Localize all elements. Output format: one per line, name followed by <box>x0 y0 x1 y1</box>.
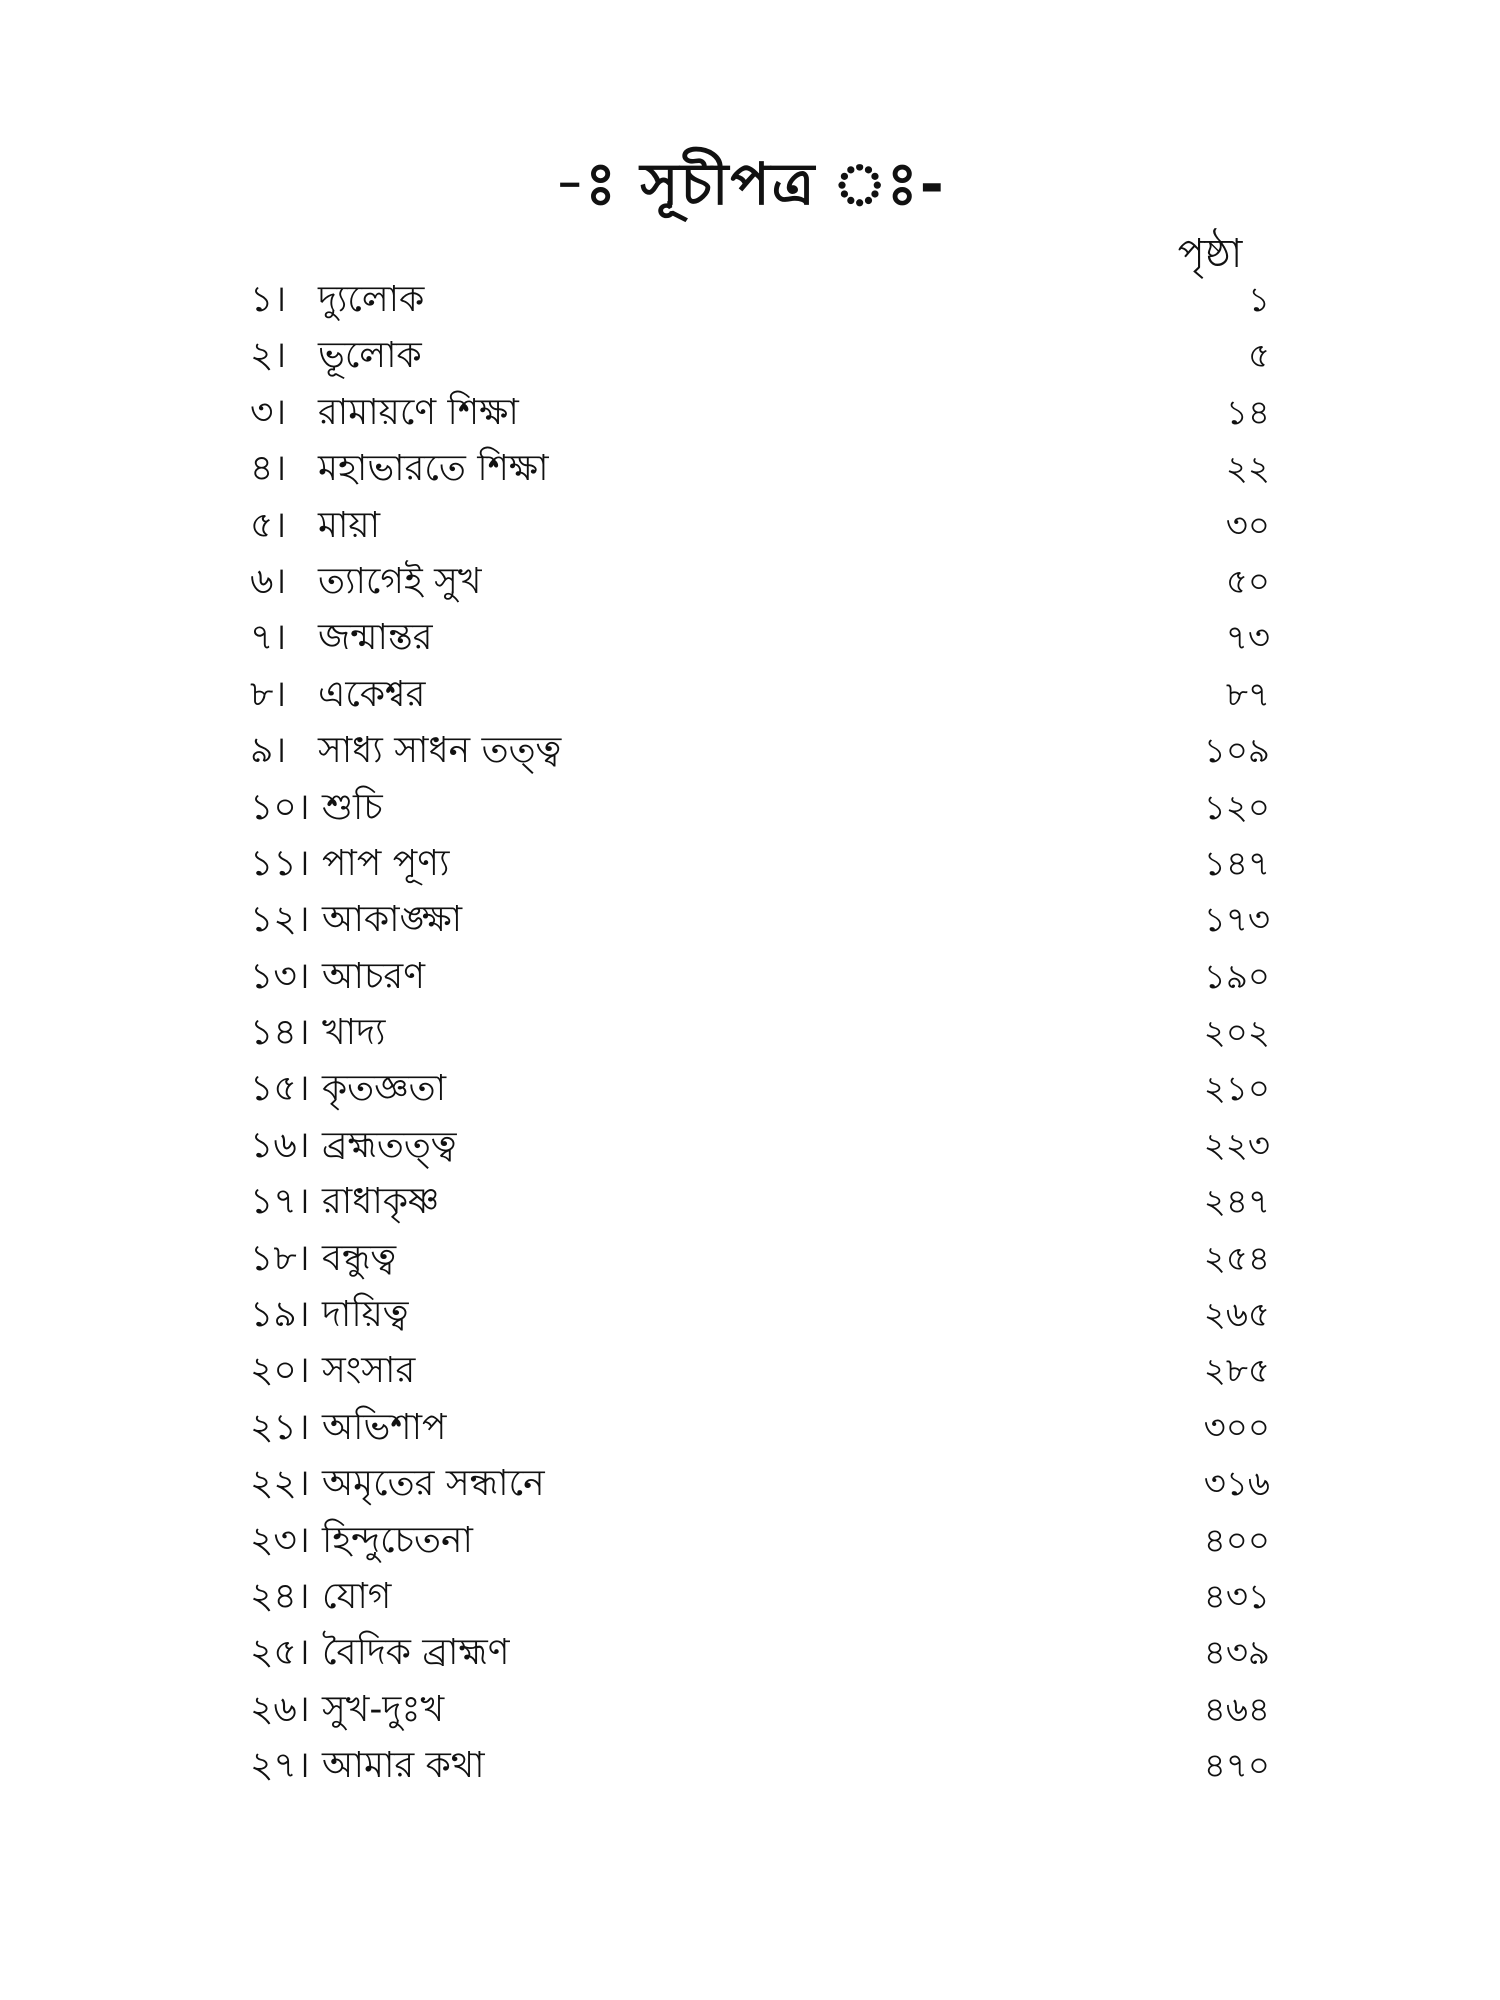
entry-number: ১৭। <box>250 1181 310 1223</box>
entry-title: মহাভারতে শিক্ষা <box>318 448 549 490</box>
entry-title: শুচি <box>322 786 383 828</box>
entry-number: ১৯। <box>250 1294 310 1336</box>
entry-page-number: ২৬৫ <box>1203 1295 1270 1336</box>
entry-number: ৯। <box>250 730 287 772</box>
entry-number: ২৬। <box>250 1688 310 1730</box>
toc-entry <box>0 892 1500 948</box>
entry-title: আচরণ <box>322 955 425 997</box>
toc-entry <box>0 1513 1500 1569</box>
toc-entry <box>0 272 1500 328</box>
entry-page-number: ২৮৫ <box>1203 1351 1270 1392</box>
entry-title: ব্রহ্মতত্ত্ব <box>322 1124 457 1166</box>
toc-entry <box>0 949 1500 1005</box>
entry-title: হিন্দুচেতনা <box>322 1519 473 1561</box>
entry-page-number: ১৪ <box>1225 392 1270 433</box>
entry-title: কৃতজ্ঞতা <box>322 1068 447 1110</box>
toc-entry <box>0 1005 1500 1061</box>
entry-page-number: ৩০০ <box>1203 1407 1270 1448</box>
entry-page-number: ২১০ <box>1203 1069 1270 1110</box>
entry-number: ১৬। <box>250 1124 310 1166</box>
entry-number: ৪। <box>250 448 287 490</box>
entry-page-number: ১০৯ <box>1203 731 1270 772</box>
toc-entry <box>0 1174 1500 1230</box>
entry-page-number: ৮৭ <box>1225 674 1270 715</box>
entry-page-number: ১২০ <box>1203 787 1270 828</box>
entry-page-number: ১ <box>1247 280 1270 320</box>
entry-title: বন্ধুত্ব <box>322 1237 397 1279</box>
entry-page-number: ৩১৬ <box>1203 1464 1270 1505</box>
table-of-contents <box>0 272 1500 1795</box>
toc-entry <box>0 554 1500 610</box>
entry-page-number: ৩০ <box>1225 505 1270 546</box>
toc-entry <box>0 836 1500 892</box>
entry-number: ৮। <box>250 673 287 715</box>
entry-title: অভিশাপ <box>322 1406 447 1448</box>
toc-entry <box>0 610 1500 666</box>
entry-page-number: ২০২ <box>1203 1013 1270 1054</box>
toc-entry <box>0 1456 1500 1512</box>
toc-entry <box>0 1682 1500 1738</box>
entry-number: ১। <box>250 279 287 320</box>
entry-title: পাপ পূণ্য <box>322 842 450 884</box>
entry-title: একেশ্বর <box>318 673 426 715</box>
entry-number: ১৩। <box>250 955 310 997</box>
toc-entry <box>0 498 1500 554</box>
toc-entry <box>0 723 1500 779</box>
entry-number: ১৪। <box>250 1012 310 1054</box>
entry-number: ২০। <box>250 1350 310 1392</box>
entry-title: অমৃতের সন্ধানে <box>322 1463 545 1505</box>
entry-number: ৫। <box>250 504 287 546</box>
entry-title: জন্মান্তর <box>318 617 433 659</box>
entry-title: মায়া <box>318 504 381 546</box>
entry-page-number: ১৯০ <box>1203 956 1270 997</box>
entry-title: আকাঙ্ক্ষা <box>322 899 463 941</box>
entry-page-number: ৫০ <box>1225 561 1270 602</box>
entry-title: যোগ <box>322 1575 392 1617</box>
toc-entry <box>0 1287 1500 1343</box>
entry-title: সাধ্য সাধন তত্ত্ব <box>318 730 562 772</box>
toc-entry <box>0 441 1500 497</box>
entry-title: ভূলোক <box>318 335 422 377</box>
entry-number: ২। <box>250 335 287 377</box>
entry-page-number: ৫ <box>1247 336 1270 377</box>
entry-page-number: ১৭৩ <box>1203 900 1270 941</box>
entry-page-number: ৪০০ <box>1203 1520 1270 1561</box>
entry-page-number: ১৪৭ <box>1203 843 1270 884</box>
toc-entry <box>0 1738 1500 1794</box>
entry-title: খাদ্য <box>322 1012 386 1054</box>
entry-page-number: ২২৩ <box>1203 1125 1270 1166</box>
entry-number: ২৭। <box>250 1745 310 1787</box>
entry-page-number: ২৫৪ <box>1203 1238 1270 1279</box>
toc-entry <box>0 780 1500 836</box>
entry-number: ২১। <box>250 1406 310 1448</box>
page-title: -ঃ সূচীপত্র ঃ- <box>554 150 946 218</box>
entry-number: ১২। <box>250 899 310 941</box>
entry-page-number: ৪৩১ <box>1203 1576 1270 1617</box>
entry-page-number: ৪৭০ <box>1203 1746 1270 1787</box>
toc-entry <box>0 1625 1500 1681</box>
toc-entry <box>0 328 1500 384</box>
entry-title: ত্যাগেই সুখ <box>318 560 482 602</box>
entry-title: সংসার <box>322 1350 416 1392</box>
entry-title: আমার কথা <box>322 1745 485 1787</box>
toc-entry <box>0 1343 1500 1399</box>
toc-entry <box>0 1400 1500 1456</box>
toc-entry <box>0 385 1500 441</box>
entry-title: দায়িত্ব <box>322 1294 409 1336</box>
entry-number: ২২। <box>250 1463 310 1505</box>
toc-entry <box>0 1061 1500 1117</box>
entry-page-number: ২৪৭ <box>1203 1182 1270 1223</box>
entry-page-number: ৭৩ <box>1225 618 1270 659</box>
toc-entry <box>0 1569 1500 1625</box>
entry-number: ২৪। <box>250 1575 310 1617</box>
page-column-header: পৃষ্ঠা <box>1177 231 1243 277</box>
entry-title: বৈদিক ব্রাহ্মণ <box>322 1632 510 1674</box>
entry-number: ১৮। <box>250 1237 310 1279</box>
entry-number: ৩। <box>250 391 287 433</box>
entry-page-number: ৪৩৯ <box>1203 1633 1270 1674</box>
toc-entry <box>0 1118 1500 1174</box>
entry-number: ২৩। <box>250 1519 310 1561</box>
entry-number: ৭। <box>250 617 287 659</box>
entry-number: ২৫। <box>250 1632 310 1674</box>
entry-title: রাধাকৃষ্ণ <box>322 1181 440 1223</box>
entry-title: সুখ-দুঃখ <box>322 1688 445 1730</box>
entry-title: দ্যুলোক <box>318 279 425 320</box>
entry-number: ১০। <box>250 786 310 828</box>
entry-number: ১১। <box>250 842 310 884</box>
entry-page-number: ৪৬৪ <box>1203 1689 1270 1730</box>
entry-number: ১৫। <box>250 1068 310 1110</box>
entry-page-number: ২২ <box>1225 449 1270 490</box>
toc-entry <box>0 1231 1500 1287</box>
entry-title: রামায়ণে শিক্ষা <box>318 391 519 433</box>
toc-entry <box>0 667 1500 723</box>
entry-number: ৬। <box>250 560 287 602</box>
